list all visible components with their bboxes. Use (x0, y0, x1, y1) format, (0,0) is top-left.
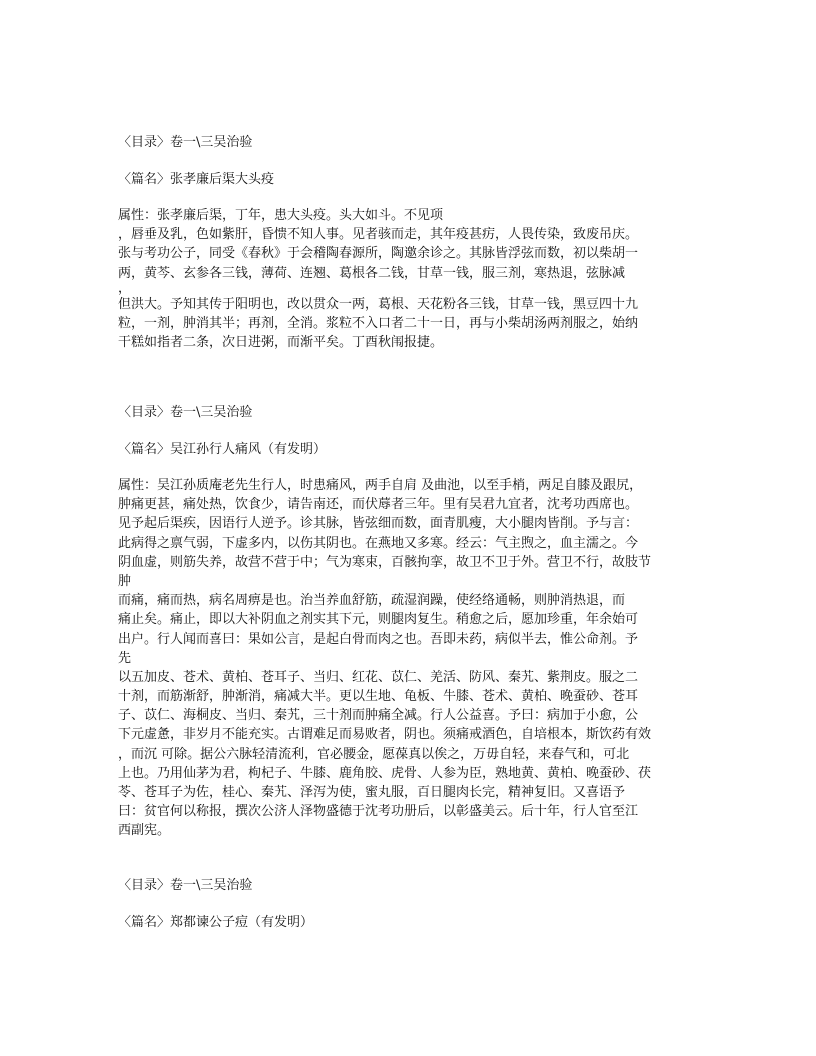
body-line: 属性：张孝廉后渠，丁年，患大头疫。头大如斗。不见项 (118, 208, 444, 223)
chapter-title: 〈篇名〉吴江孙行人痛风（有发明） (118, 442, 327, 457)
body-line: 肿痛更甚，痛处热，饮食少，请告南还，而伏蓐者三年。里有吴君九宜者，沈考功西席也。 (118, 497, 639, 513)
chapter-body (118, 476, 651, 841)
body-line: 干糕如指者二条，次日进粥，而渐平矣。丁酉秋闱报捷。 (118, 335, 444, 351)
body-line: 而痛，痛而热，病名周痹是也。治当养血舒筋，疏湿润躁，使经络通畅，则肿消热退，而 (118, 593, 626, 609)
body-line: 西副宪。 (118, 823, 171, 839)
chapter-body (118, 206, 638, 352)
body-line: 阴血虚，则筋失养，故营不营于中；气为寒束，百骸拘挛，故卫不卫于外。营卫不行，故肢节 (118, 554, 652, 570)
body-line: 张与考功公子，同受《春秋》于会稽陶春源所，陶邀余诊之。其脉皆浮弦而数，初以柴胡一 (118, 246, 639, 262)
body-line: 以五加皮、苍术、黄柏、苍耳子、当归、红花、苡仁、羌活、防风、秦艽、紫荆皮。服之二 (118, 669, 639, 685)
body-line: ，而沉 可除。据公六脉轻清流利，官必腰金，愿葆真以俟之，万毋自轻，来春气和，可北 (118, 746, 630, 762)
body-line: 十剂，而筋渐舒，肿渐消，痛减大半。更以生地、龟板、牛膝、苍术、黄柏、晚蚕砂、苍耳 (118, 689, 639, 705)
body-line: 曰：贫官何以称报，撰次公济人泽物盛德于沈考功册后，以彰盛美云。后十年，行人官至江 (118, 804, 639, 820)
body-line: ，唇垂及乳，色如紫肝，昏愦不知人事。见者骇而走，其年疫甚疠，人畏传染，致废吊庆。 (118, 227, 639, 243)
catalog-heading: 〈目录〉卷一\三吴治验 (118, 135, 253, 150)
body-line: 两，黄芩、玄参各三钱，薄荷、连翘、葛根各二钱，甘草一钱，服三剂，寒热退，弦脉减 (118, 265, 626, 281)
chapter-title: 〈篇名〉郑都谏公子痘（有发明） (118, 915, 314, 930)
body-line: 此病得之禀气弱，下虚多内，以伤其阴也。在燕地又多寒。经云：气主煦之，血主濡之。今 (118, 535, 639, 551)
body-line: 属性：吴江孙质庵老先生行人，时患痛风，两手自肩 及曲池，以至手梢，两足自膝及跟尻， (118, 478, 643, 493)
body-line: 但洪大。予知其传于阳明也，改以贯众一两，葛根、天花粉各三钱，甘草一钱，黑豆四十九 (118, 296, 639, 312)
body-line: 下元虚惫，非岁月不能充实。古谓难足而易败者，阴也。须痛戒酒色，自培根本，斯饮药有效 (118, 727, 652, 743)
catalog-heading: 〈目录〉卷一\三吴治验 (118, 878, 253, 893)
body-line: 出户。行人闻而喜曰：果如公言，是起白骨而肉之也。吾即未药，病似半去，惟公命剂。予 (118, 631, 639, 647)
chapter-title: 〈篇名〉张孝廉后渠大头疫 (118, 172, 275, 187)
catalog-heading: 〈目录〉卷一\三吴治验 (118, 405, 253, 420)
body-line: 见予起后渠疾，因语行人逆予。诊其脉，皆弦细而数，面青肌瘦，大小腿肉皆削。予与言： (118, 516, 639, 532)
body-line: 粒，一剂，肿消其半；再剂，全消。浆粒不入口者二十一日，再与小柴胡汤两剂服之，始纳 (118, 315, 639, 331)
body-line: 肿 (118, 573, 132, 589)
body-line: 子、苡仁、海桐皮、当归、秦艽，三十剂而肿痛全减。行人公益喜。予曰：病加于小愈，公 (118, 708, 639, 724)
body-line: 痛止矣。痛止，即以大补阴血之剂实其下元，则腿肉复生。稍愈之后，愿加珍重，年余始可 (118, 612, 639, 628)
body-line: 先 (118, 650, 132, 666)
body-line: ， (118, 280, 132, 296)
body-line: 上也。乃用仙茅为君，枸杞子、牛膝、鹿角胶、虎骨、人参为臣，熟地黄、黄柏、晚蚕砂、茯 (118, 765, 652, 781)
body-line: 苓、苍耳子为佐，桂心、秦艽、泽泻为使，蜜丸服，百日腿肉长完，精神复旧。又喜语予 (118, 785, 626, 800)
